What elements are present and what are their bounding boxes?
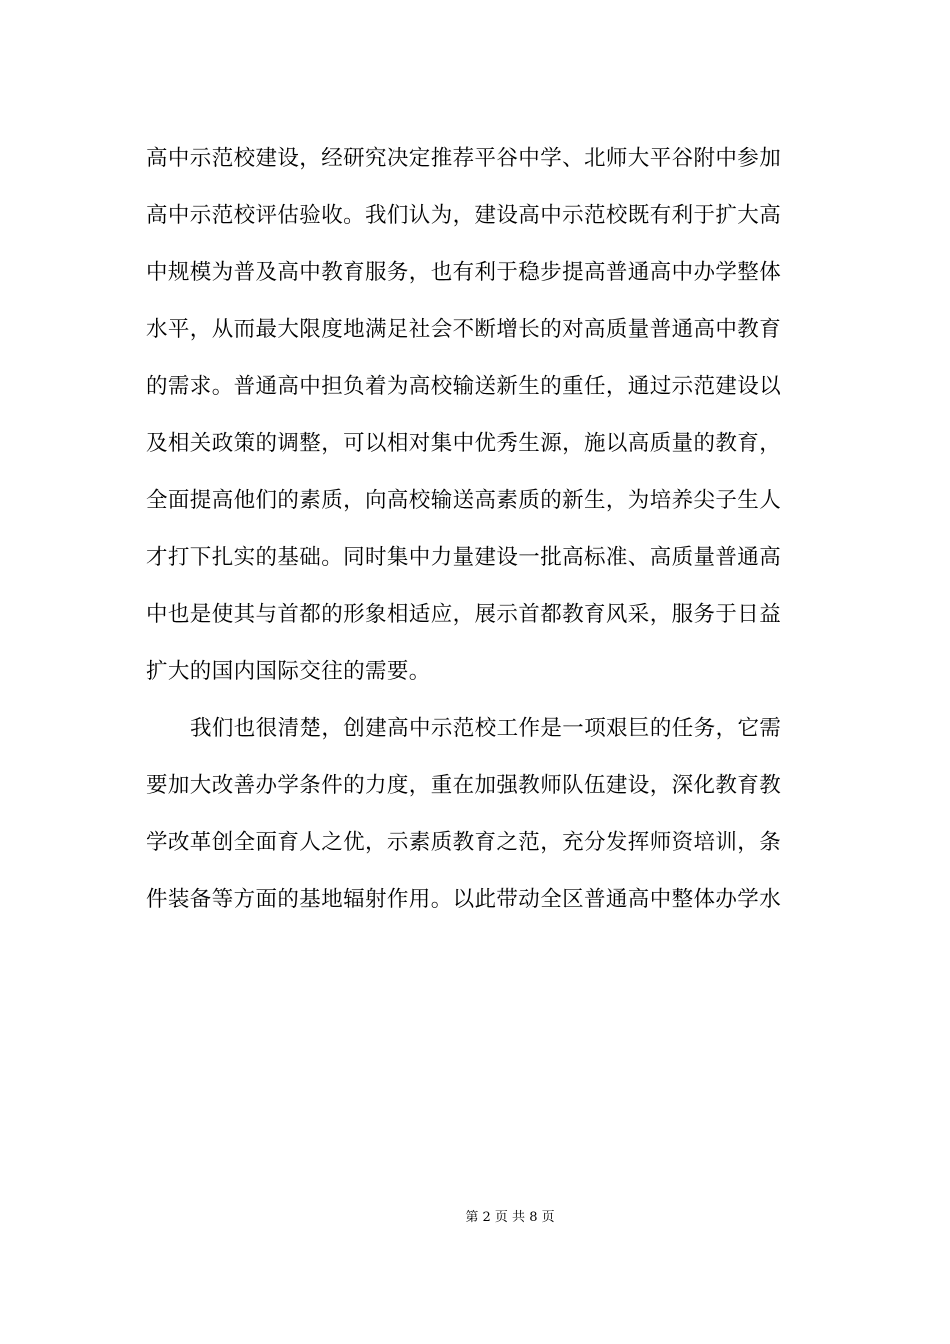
- text-line: 学改革创全面育人之优，示素质教育之范，充分发挥师资培训，条: [146, 830, 782, 855]
- text-line: 及相关政策的调整，可以相对集中优秀生源，施以高质量的教育，: [146, 431, 782, 456]
- text-line: 中规模为普及高中教育服务，也有利于稳步提高普通高中办学整体: [146, 260, 782, 285]
- body-text: [146, 130, 806, 928]
- text-line: 全面提高他们的素质，向高校输送高素质的新生，为培养尖子生人: [146, 488, 782, 513]
- page-footer: [0, 1208, 950, 1228]
- paragraph-1: [146, 130, 806, 700]
- text-line: 高中示范校评估验收。我们认为，建设高中示范校既有利于扩大高: [146, 203, 782, 228]
- paragraph-2: [146, 700, 806, 928]
- text-line: 的需求。普通高中担负着为高校输送新生的重任，通过示范建设以: [146, 374, 782, 399]
- text-line: 件装备等方面的基地辐射作用。以此带动全区普通高中整体办学水: [146, 887, 782, 912]
- page-number-label: 第 2 页 共 8 页: [465, 1210, 555, 1225]
- text-line: 中也是使其与首都的形象相适应，展示首都教育风采，服务于日益: [146, 602, 782, 627]
- text-line: 才打下扎实的基础。同时集中力量建设一批高标准、高质量普通高: [146, 545, 782, 570]
- text-line: 扩大的国内国际交往的需要。: [146, 659, 431, 684]
- text-line: 要加大改善办学条件的力度，重在加强教师队伍建设，深化教育教: [146, 773, 782, 798]
- text-line: 高中示范校建设，经研究决定推荐平谷中学、北师大平谷附中参加: [146, 146, 782, 171]
- text-line-indented: 我们也很清楚，创建高中示范校工作是一项艰巨的任务，它需: [190, 716, 782, 741]
- text-line: 水平，从而最大限度地满足社会不断增长的对高质量普通高中教育: [146, 317, 782, 342]
